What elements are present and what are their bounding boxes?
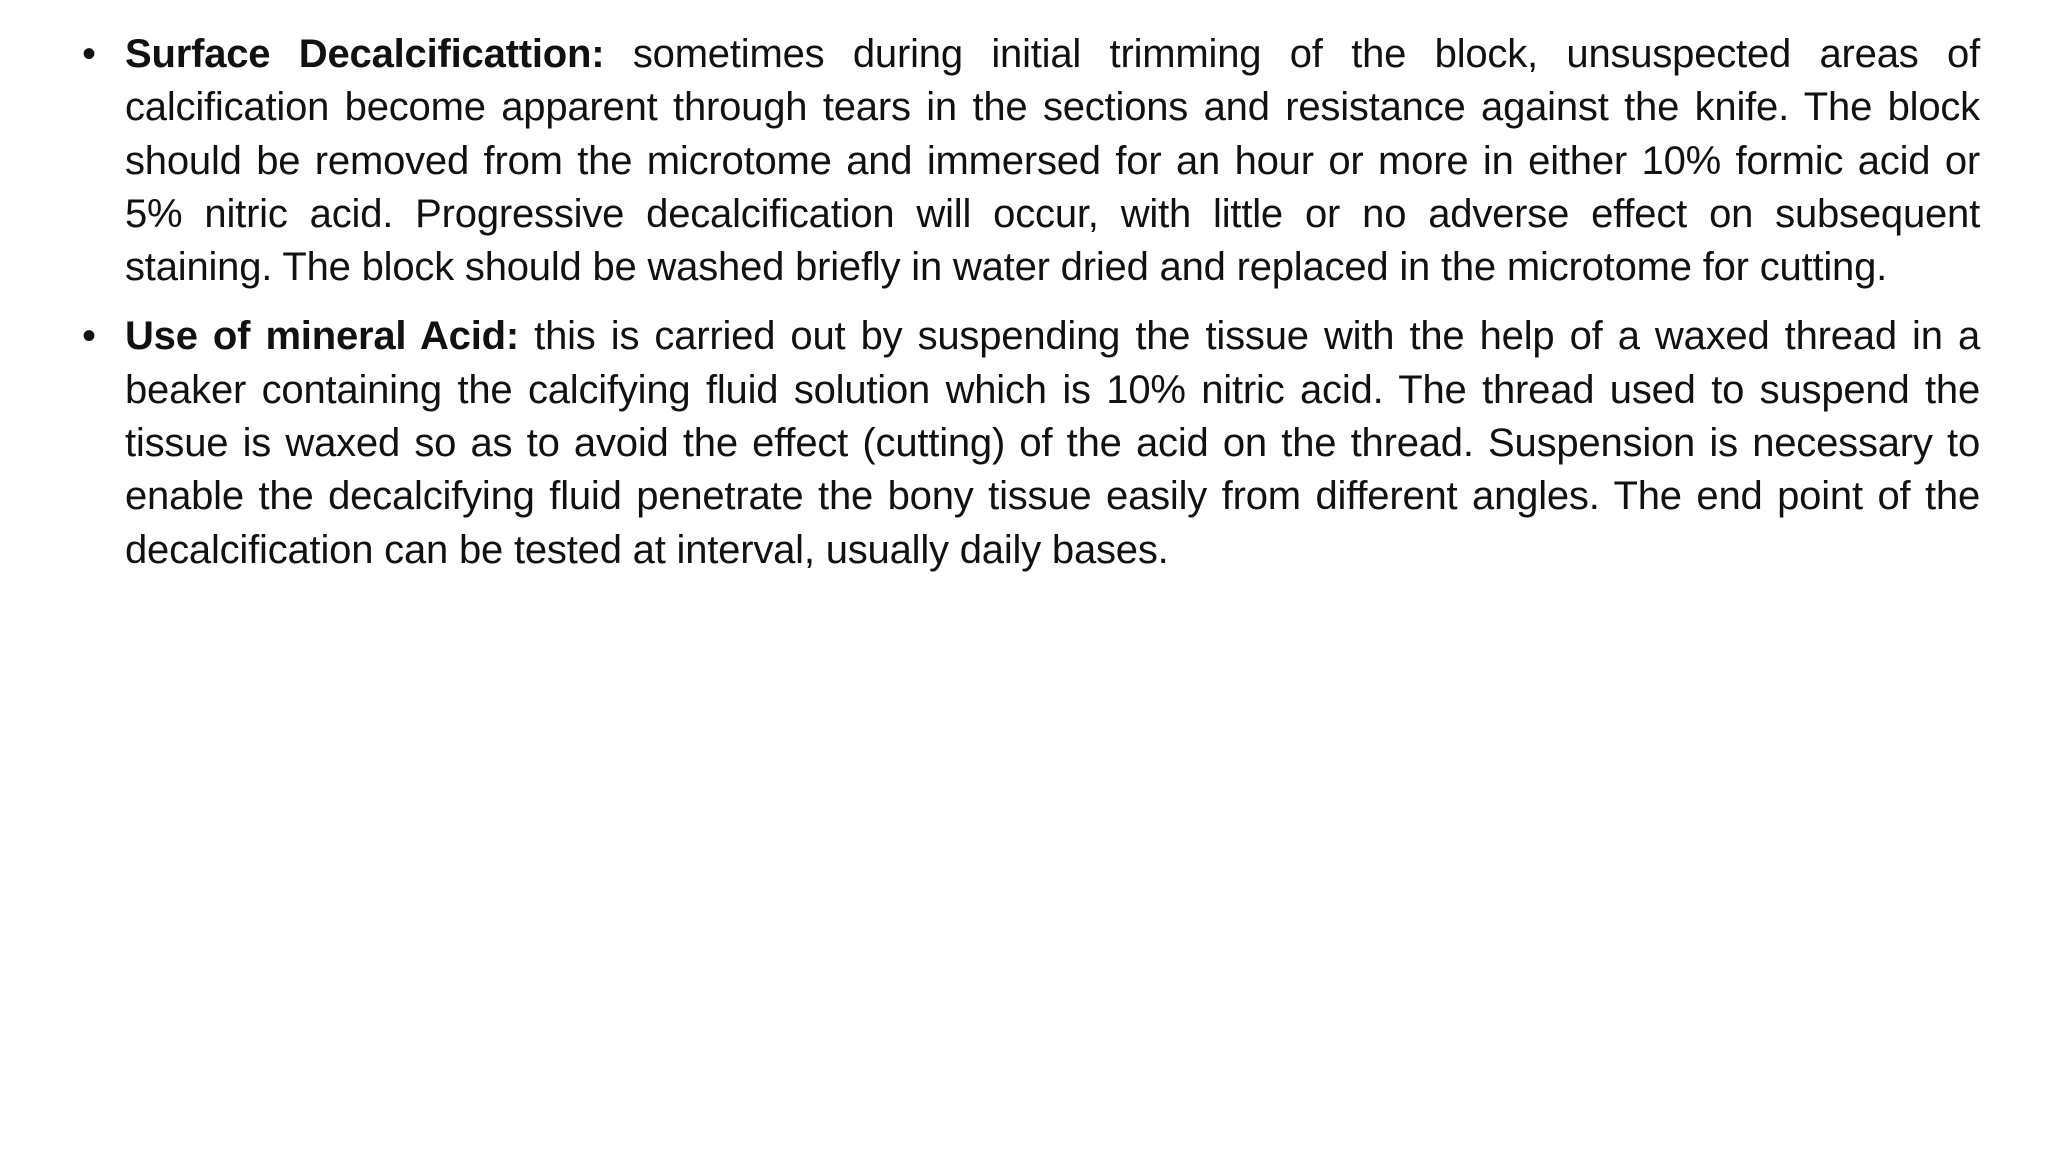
bullet-text: sometimes during initial trimming of the block, unsuspected areas of calcification become apparent through tears in the sections and resistance against the knife. The block should be removed from the microtome and immersed for an hour or more in either 10% formic acid or 5% nitric acid. Progressive decalcification will occur, with little or no adverse effect on subsequent staining. The block should be washed briefly in water dried and replaced in the microtome for cutting. (125, 32, 1980, 290)
bullet-text: this is carried out by suspending the tissue with the help of a waxed thread in a beaker containing the calcifying fluid solution which is 10% nitric acid. The thread used to suspend the tissue is waxed so as to avoid the effect (cutting) of the acid on the thread. Suspension is necessary to enable the decalcifying fluid penetrate the bony tissue easily from different angles. The end point of the decalcification can be tested at interval, usually daily bases. (125, 314, 1980, 572)
bullet-marker: • (82, 32, 96, 76)
bullet-item-surface-decalcification (82, 28, 1980, 294)
bullet-marker: • (82, 314, 96, 359)
bullet-term: Surface Decalcificattion: (125, 32, 633, 76)
bullet-item-mineral-acid (82, 310, 1980, 576)
bullet-term: Use of mineral Acid: (125, 314, 535, 359)
bullet-list (82, 28, 1980, 593)
